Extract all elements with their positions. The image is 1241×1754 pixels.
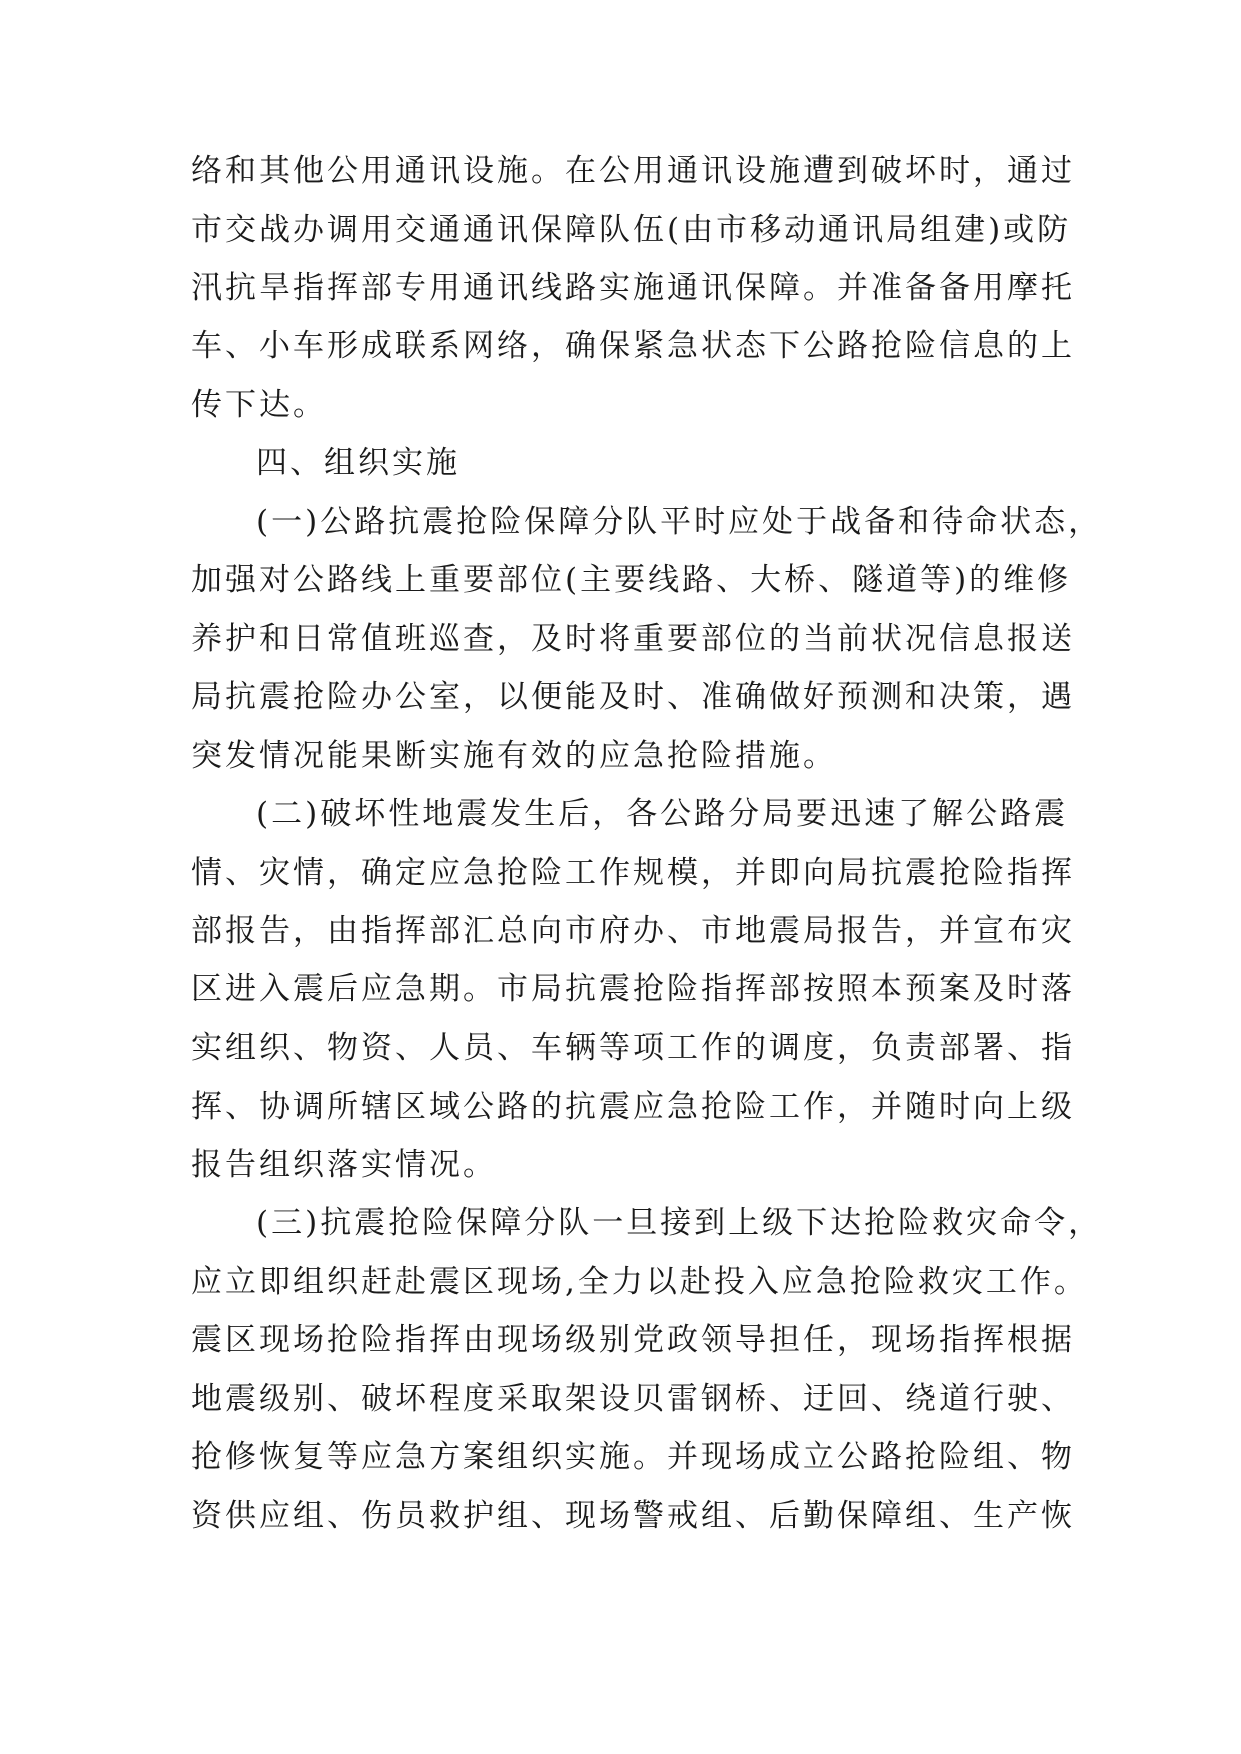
text-line: 情、灾情，确定应急抢险工作规模，并即向局抗震抢险指挥 [191, 855, 1075, 891]
text-line: 挥、协调所辖区域公路的抗震应急抢险工作，并随时向上级 [191, 1089, 1075, 1125]
text-line: 汛抗旱指挥部专用通讯线路实施通讯保障。并准备备用摩托 [191, 270, 1075, 306]
text-line: 传下达。 [191, 387, 327, 423]
text-line: 区进入震后应急期。市局抗震抢险指挥部按照本预案及时落 [191, 971, 1075, 1007]
text-line: 抢修恢复等应急方案组织实施。并现场成立公路抢险组、物 [191, 1439, 1075, 1475]
section-heading: 四、组织实施 [256, 445, 460, 481]
text-line: 地震级别、破坏程度采取架设贝雷钢桥、迂回、绕道行驶、 [191, 1381, 1075, 1417]
text-line: (一)公路抗震抢险保障分队平时应处于战备和待命状态， [256, 504, 1103, 540]
text-line: 市交战办调用交通通讯保障队伍(由市移动通讯局组建)或防 [191, 212, 1072, 248]
text-line: (三)抗震抢险保障分队一旦接到上级下达抢险救灾命令， [256, 1205, 1103, 1241]
text-line: 养护和日常值班巡查，及时将重要部位的当前状况信息报送 [191, 621, 1075, 657]
text-line: 应立即组织赶赴震区现场,全力以赴投入应急抢险救灾工作。 [191, 1264, 1088, 1300]
text-line: 报告组织落实情况。 [191, 1147, 497, 1183]
text-line: 车、小车形成联系网络，确保紧急状态下公路抢险信息的上 [191, 328, 1075, 364]
text-line: 局抗震抢险办公室，以便能及时、准确做好预测和决策，遇 [191, 679, 1075, 715]
text-line: 加强对公路线上重要部位(主要线路、大桥、隧道等)的维修 [191, 562, 1072, 598]
text-line: (二)破坏性地震发生后，各公路分局要迅速了解公路震 [256, 796, 1069, 832]
text-line: 络和其他公用通讯设施。在公用通讯设施遭到破坏时，通过 [191, 153, 1075, 189]
text-line: 部报告，由指挥部汇总向市府办、市地震局报告，并宣布灾 [191, 913, 1075, 949]
text-line: 震区现场抢险指挥由现场级别党政领导担任，现场指挥根据 [191, 1322, 1075, 1358]
text-line: 资供应组、伤员救护组、现场警戒组、后勤保障组、生产恢 [191, 1498, 1075, 1534]
text-line: 突发情况能果断实施有效的应急抢险措施。 [191, 738, 837, 774]
text-line: 实组织、物资、人员、车辆等项工作的调度，负责部署、指 [191, 1030, 1075, 1066]
